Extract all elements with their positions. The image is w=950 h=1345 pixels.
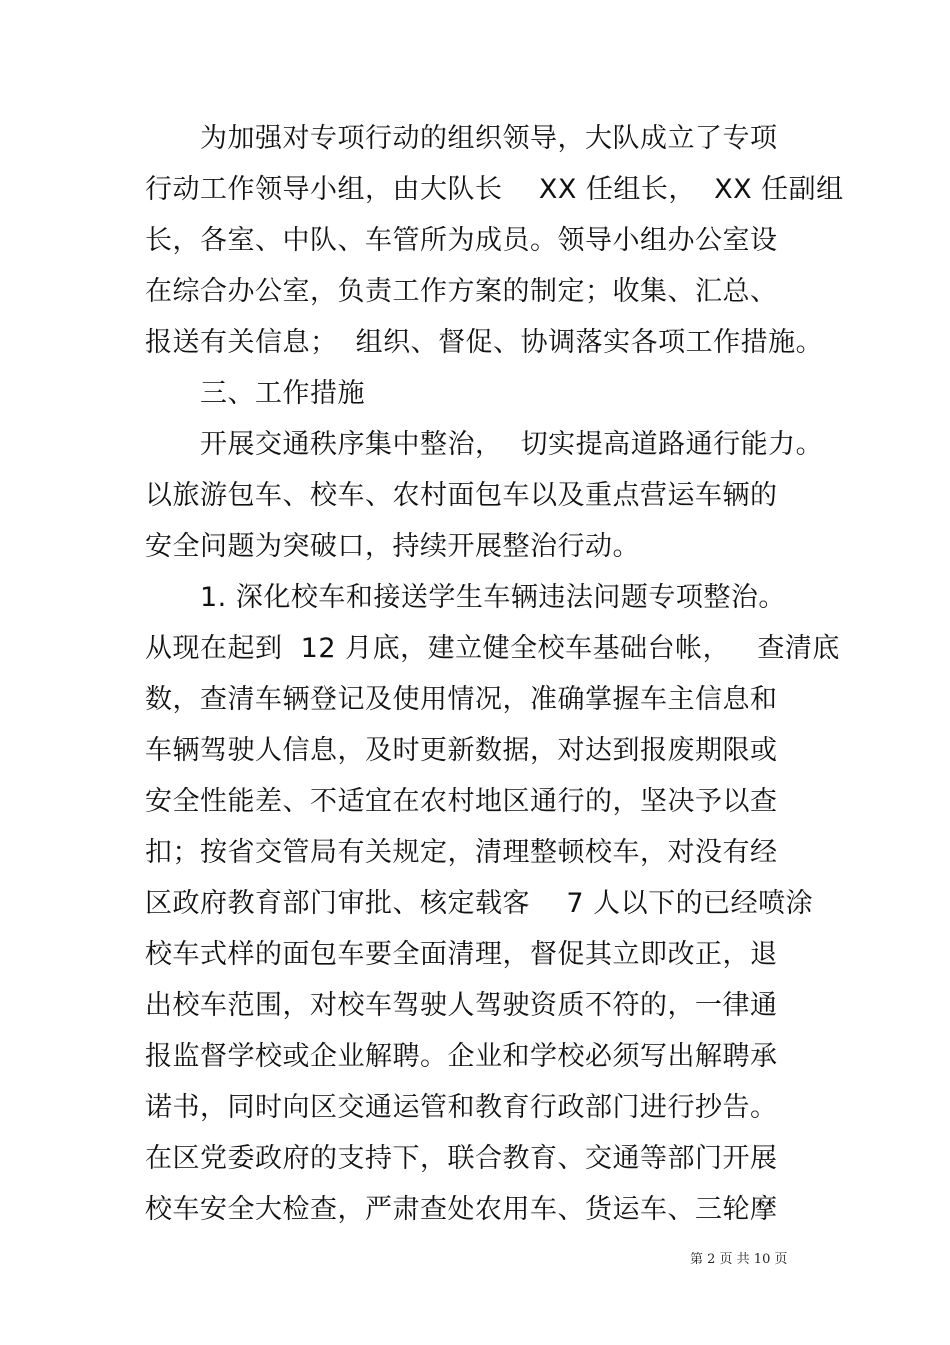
- text-line-12: 数，查清车辆登记及使用情况，准确掌握车主信息和: [145, 684, 778, 715]
- text-line-8: 以旅游包车、校车、农村面包车以及重点营运车辆的: [145, 480, 778, 511]
- text-line-14: 安全性能差、不适宜在农村地区通行的，坚决予以查: [145, 786, 778, 817]
- page-number-footer: 第 2 页 共 10 页: [690, 1252, 788, 1267]
- text-line-21: 在区党委政府的支持下，联合教育、交通等部门开展: [145, 1143, 778, 1174]
- text-line-15: 扣；按省交管局有关规定，清理整顿校车，对没有经: [145, 837, 778, 868]
- text-line-20: 诺书，同时向区交通运管和教育行政部门进行抄告。: [145, 1092, 778, 1123]
- item-heading-1: 1. 深化校车和接送学生车辆违法问题专项整治。: [200, 582, 786, 613]
- text-line-1: 为加强对专项行动的组织领导，大队成立了专项: [200, 123, 778, 154]
- text-line-7: 开展交通秩序集中整治， 切实提高道路通行能力。: [200, 429, 824, 460]
- text-line-13: 车辆驾驶人信息，及时更新数据，对达到报废期限或: [145, 735, 778, 766]
- text-line-18: 出校车范围，对校车驾驶人驾驶资质不符的，一律通: [145, 990, 778, 1021]
- text-line-22: 校车安全大检查，严肃查处农用车、货运车、三轮摩: [145, 1194, 778, 1225]
- text-line-19: 报监督学校或企业解聘。企业和学校必须写出解聘承: [145, 1041, 778, 1072]
- text-line-17: 校车式样的面包车要全面清理，督促其立即改正，退: [145, 939, 778, 970]
- text-line-11: 从现在起到 12 月底，建立健全校车基础台帐， 查清底: [145, 633, 840, 664]
- text-line-5: 报送有关信息； 组织、督促、协调落实各项工作措施。: [145, 327, 824, 358]
- text-line-3: 长，各室、中队、车管所为成员。领导小组办公室设: [145, 225, 778, 256]
- text-line-2: 行动工作领导小组，由大队长 XX 任组长， XX 任副组: [145, 174, 844, 205]
- text-line-16: 区政府教育部门审批、核定载客 7 人以下的已经喷涂: [145, 888, 814, 919]
- text-line-4: 在综合办公室，负责工作方案的制定；收集、汇总、: [145, 276, 778, 307]
- section-heading: 三、工作措施: [200, 378, 365, 409]
- text-line-9: 安全问题为突破口，持续开展整治行动。: [145, 531, 640, 562]
